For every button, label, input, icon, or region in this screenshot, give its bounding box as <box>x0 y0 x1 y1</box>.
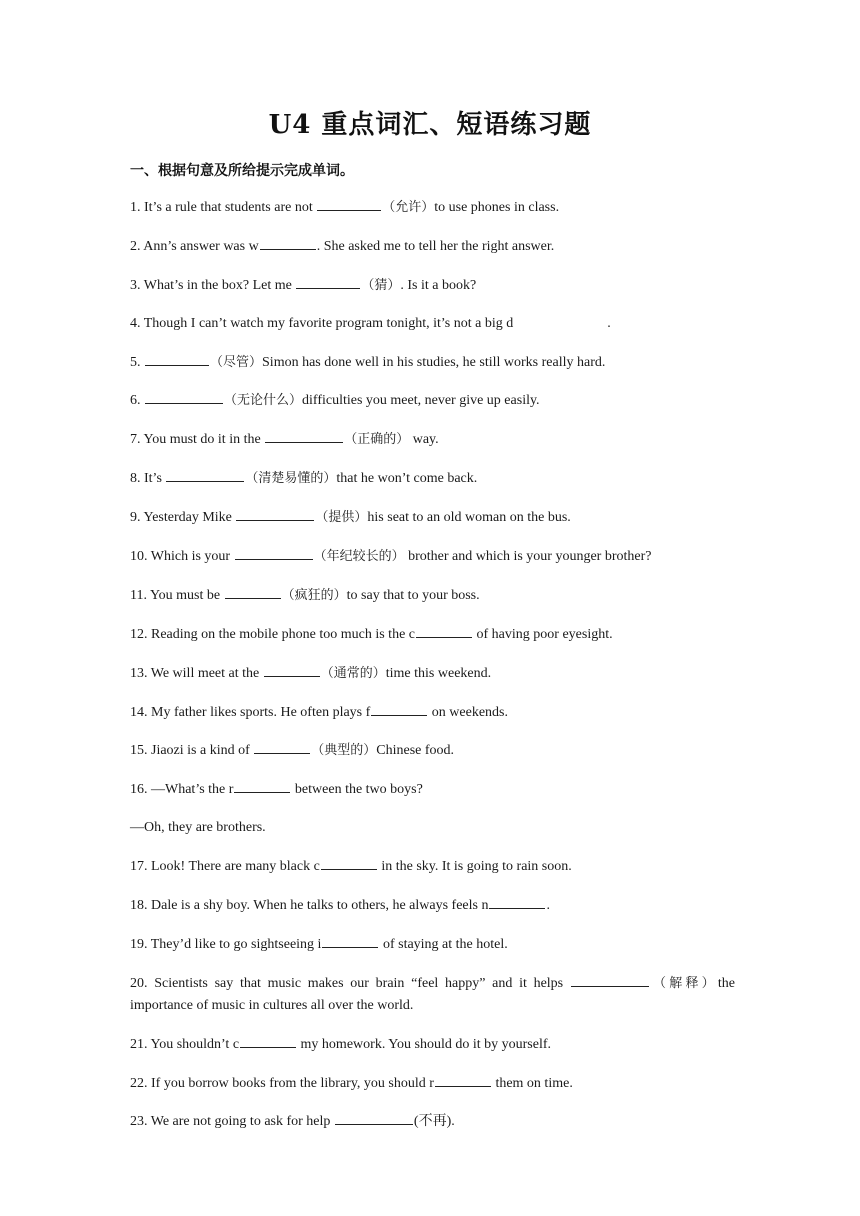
question-text-before: 15. Jiaozi is a kind of <box>130 743 254 759</box>
question-text-before: 9. Yesterday Mike <box>130 510 236 526</box>
question-hint: （年纪较长的） <box>313 549 405 565</box>
question-hint: （解释） <box>649 975 718 991</box>
question-text-after: in the sky. It is going to rain soon. <box>377 859 572 875</box>
question-hint: （尽管） <box>210 354 263 370</box>
question-text-after: . Is it a book? <box>400 277 477 293</box>
question-item <box>130 545 735 568</box>
answer-blank[interactable] <box>145 389 223 404</box>
question-item <box>130 584 735 607</box>
question-text-after: of staying at the hotel. <box>379 936 508 952</box>
question-item <box>130 855 735 878</box>
question-item <box>130 1033 735 1056</box>
question-text-after: the importance of music in cultures all over the world. <box>130 975 735 1013</box>
question-item <box>130 313 735 335</box>
question-item <box>130 933 735 956</box>
question-item <box>130 623 735 646</box>
question-text-before: 4. Though I can’t watch my favorite program tonight, it’s not a big d <box>130 315 514 331</box>
question-text-before: 14. My father likes sports. He often plays f <box>130 704 371 720</box>
question-text-before: —Oh, they are brothers. <box>130 820 266 836</box>
question-hint: （疯狂的） <box>281 587 347 603</box>
answer-blank[interactable] <box>514 313 606 327</box>
question-text-before: 6. <box>130 393 144 409</box>
question-text-after: Simon has done well in his studies, he still works really hard. <box>262 354 606 370</box>
question-text-after: on weekends. <box>428 704 508 720</box>
question-item <box>130 1110 735 1133</box>
answer-blank[interactable] <box>435 1072 491 1087</box>
question-text-after: to use phones in class. <box>434 200 560 215</box>
question-text-after: to say that to your boss. <box>346 587 480 603</box>
question-dialogue-reply <box>130 817 735 839</box>
answer-blank[interactable] <box>254 739 310 754</box>
question-item <box>130 701 735 724</box>
answer-blank[interactable] <box>236 506 314 521</box>
question-hint: （正确的） <box>344 432 410 448</box>
question-item <box>130 972 735 1017</box>
answer-blank[interactable] <box>317 196 381 211</box>
question-text-after: his seat to an old woman on the bus. <box>367 510 571 526</box>
question-text-before: 21. You shouldn’t c <box>130 1036 240 1052</box>
question-item <box>130 1072 735 1095</box>
answer-blank[interactable] <box>335 1110 413 1125</box>
question-text-before: 7. You must do it in the <box>130 432 265 448</box>
question-text-before: 8. It’s <box>130 471 166 487</box>
answer-blank[interactable] <box>296 274 360 289</box>
question-text-after: . <box>546 898 550 914</box>
question-item <box>130 778 735 801</box>
question-item <box>130 428 735 451</box>
answer-blank[interactable] <box>264 662 320 677</box>
answer-blank[interactable] <box>235 545 313 560</box>
answer-blank[interactable] <box>322 933 378 948</box>
answer-blank[interactable] <box>225 584 281 599</box>
question-text-after: of having poor eyesight. <box>473 626 613 642</box>
question-item <box>130 467 735 490</box>
answer-blank[interactable] <box>234 778 290 793</box>
question-text-before: 10. Which is your <box>130 549 234 565</box>
question-text-after: . <box>451 1114 455 1130</box>
question-item <box>130 389 735 412</box>
question-text-before: 18. Dale is a shy boy. When he talks to others, he always feels n <box>130 898 489 914</box>
question-text-before: 3. What’s in the box? Let me <box>130 277 296 293</box>
question-item <box>130 351 735 374</box>
answer-blank[interactable] <box>321 855 377 870</box>
question-text-after: my homework. You should do it by yourself. <box>297 1036 551 1052</box>
question-text-after: . She asked me to tell her the right answer. <box>316 238 555 254</box>
question-hint: （通常的） <box>320 665 386 681</box>
question-text-before: 1. It’s a rule that students are not <box>130 200 317 215</box>
section-heading: 一、根据句意及所给提示完成单词。 <box>130 163 354 179</box>
question-text-before: 11. You must be <box>130 587 224 603</box>
question-text-before: 5. <box>130 354 144 370</box>
question-text-after: time this weekend. <box>385 665 492 681</box>
answer-blank[interactable] <box>240 1033 296 1048</box>
question-hint: （允许） <box>382 200 435 215</box>
question-text-after: way. <box>409 432 439 448</box>
page-title: U4 重点词汇、短语练习题 <box>268 110 592 140</box>
question-text-before: 19. They’d like to go sightseeing i <box>130 936 322 952</box>
question-item <box>130 274 735 297</box>
question-text-before: 2. Ann’s answer was w <box>130 238 259 254</box>
question-text-before: 17. Look! There are many black c <box>130 859 320 875</box>
question-hint: （猜） <box>361 277 401 293</box>
answer-blank[interactable] <box>416 623 472 638</box>
question-item <box>130 196 735 219</box>
question-hint: (不再) <box>413 1114 452 1130</box>
question-list <box>130 196 735 1149</box>
question-text-before: 22. If you borrow books from the library, you should r <box>130 1075 434 1091</box>
question-hint: （典型的） <box>311 743 377 759</box>
question-hint: （无论什么） <box>224 393 303 409</box>
question-text-after: . <box>607 315 611 331</box>
question-text-after: Chinese food. <box>376 743 455 759</box>
answer-blank[interactable] <box>145 351 209 366</box>
question-text-before: 13. We will meet at the <box>130 665 263 681</box>
question-hint: （提供） <box>315 510 368 526</box>
question-text-before: 16. —What’s the r <box>130 782 234 798</box>
question-text-after: them on time. <box>491 1075 573 1091</box>
question-item <box>130 894 735 917</box>
question-text-after: difficulties you meet, never give up easily. <box>302 393 540 409</box>
question-item <box>130 662 735 685</box>
question-item <box>130 506 735 529</box>
question-item <box>130 739 735 762</box>
question-text-before: 20. Scientists say that music makes our brain “feel happy” and it helps <box>130 975 570 991</box>
answer-blank[interactable] <box>166 467 244 482</box>
answer-blank[interactable] <box>371 701 427 716</box>
question-text-before: 23. We are not going to ask for help <box>130 1114 334 1130</box>
answer-blank[interactable] <box>265 428 343 443</box>
question-text-after: that he won’t come back. <box>336 471 478 487</box>
answer-blank[interactable] <box>571 972 649 987</box>
question-text-after: brother and which is your younger brother? <box>404 549 652 565</box>
question-text-after: between the two boys? <box>291 782 423 798</box>
answer-blank[interactable] <box>260 235 316 250</box>
answer-blank[interactable] <box>489 894 545 909</box>
question-item <box>130 235 735 258</box>
question-text-before: 12. Reading on the mobile phone too much is the c <box>130 626 416 642</box>
question-hint: （清楚易懂的） <box>245 471 337 487</box>
